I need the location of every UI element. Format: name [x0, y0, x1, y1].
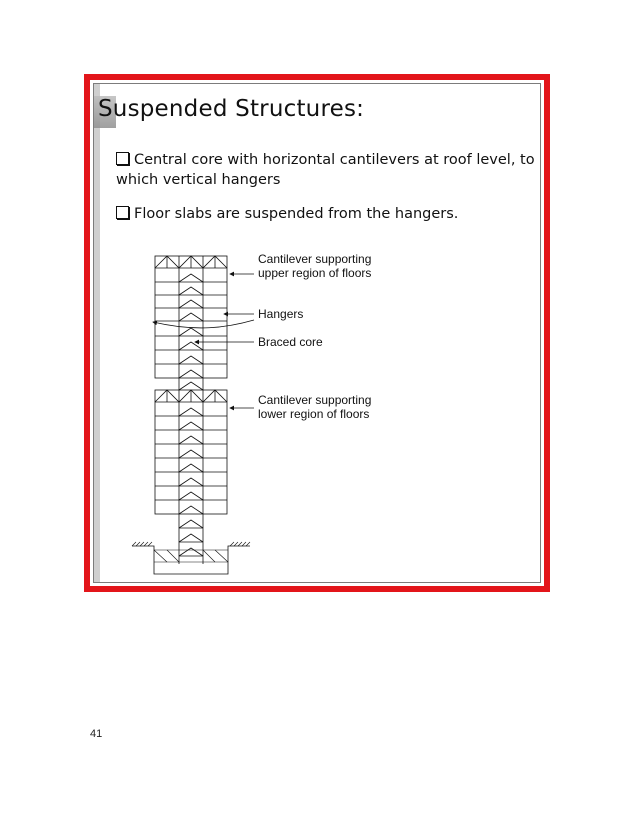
ground-hatch [132, 542, 250, 546]
label-braced-core: Braced core [258, 335, 323, 349]
label-lower-cantilever-line1: Cantilever supporting [258, 393, 372, 407]
slide-frame [84, 74, 550, 592]
bullet-text: Central core with horizontal cantilevers at roof level, to which vertical hangers [116, 152, 535, 188]
label-lower-cantilever-line2: lower region of floors [258, 407, 370, 421]
page-number: 41 [90, 728, 103, 740]
slide-title: Suspended Structures: [98, 96, 365, 122]
label-hangers: Hangers [258, 307, 304, 321]
slide-side-shade [94, 84, 100, 582]
suspended-structure-diagram [126, 244, 406, 583]
checkbox-bullet-icon [116, 206, 129, 219]
checkbox-bullet-icon [116, 152, 129, 165]
bullet-item [116, 204, 541, 224]
label-upper-cantilever-line1: Cantilever supporting [258, 252, 372, 266]
bullet-item [116, 150, 541, 190]
slide-content [93, 83, 541, 583]
lower-floor-block [155, 390, 227, 514]
label-upper-cantilever-line2: upper region of floors [258, 266, 372, 280]
bullet-text: Floor slabs are suspended from the hangers. [134, 206, 459, 222]
